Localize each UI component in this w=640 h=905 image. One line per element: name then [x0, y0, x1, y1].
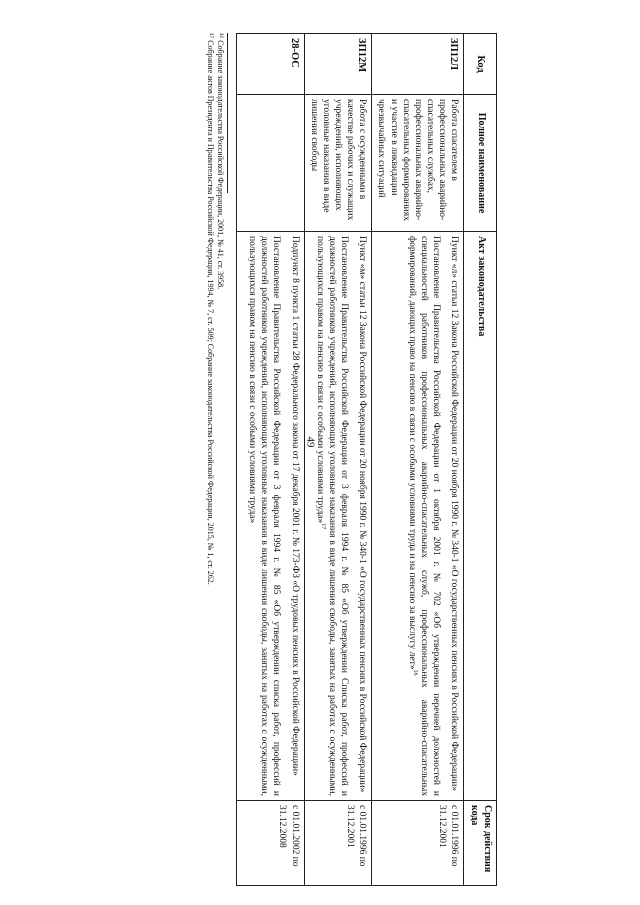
row-act [236, 232, 304, 801]
row-name: Работа с осужденными в качестве рабочих и служащих учреждений, исполняющих уголовные наказания в виде лишения свободы [304, 95, 372, 232]
header-code: Код [464, 34, 497, 95]
act-paragraph: Постановление Правительства Российской Федерации от 3 февраля 1994 г. № 85 «Об утверждении списка работ, профессий и должностей работников учреждений, исполняющих уголовные наказания в виде лишения свободы, занятых на работах с осужденными, пользующихся правом на пенсию в связи с особыми условиями труда» [247, 236, 282, 796]
row-code: 28-ОС [236, 34, 304, 95]
row-act [304, 232, 372, 801]
footnote-ref: 17 [320, 523, 326, 530]
footnote-ref: 16 [412, 669, 419, 676]
act-paragraph: Пункт «м» статьи 12 Закона Российской Федерации от 20 ноября 1990 г. № 340-1 «О государственных пенсиях в Российской Федерации» [357, 236, 368, 793]
row-period: с 01.01.2002 по 31.12.2008 [236, 801, 304, 886]
header-act: Акт законодательства [464, 232, 497, 801]
row-name [236, 95, 304, 232]
table-header-row [464, 34, 497, 886]
rotated-sheet [92, 33, 497, 873]
row-period: с 01.01.1996 по 31.12.2001 [372, 801, 464, 886]
legislation-codes-table [236, 33, 497, 886]
act-text: Постановление Правительства Российской Федерации от 3 февраля 1994 г. № 85 «Об утверждении Списка работ, профессий и должностей работников учреждений, исполняющих уголовные наказания в виде лишения свободы, занятых на работах с осужденными, пользующихся правом на пенсию в связи с особыми условиями труда» [314, 236, 350, 796]
row-period: с 01.01.1996 по 31.12.2001 [304, 801, 372, 886]
row-act [372, 232, 464, 801]
page-number: 49 [304, 436, 317, 448]
table-row [304, 34, 372, 886]
header-name: Полное наименование [464, 95, 497, 232]
footnote: ¹⁶ Собрание законодательства Российской Федерации, 2001, № 41, ст. 3958. [215, 33, 225, 290]
act-text: Постановление Правительства Российской Федерации от 1 октября 2001 г. № 702 «Об утверждении перечней должностей и специальностей работников профессиональных аварийно-спасательных служб, профессиональных аварийно-спасательных формирований, дающих право на пенсию в связи с особыми условиями труда и на пенсию за выслугу лет» [406, 236, 442, 796]
table-row [372, 34, 464, 886]
footnote-divider [227, 33, 228, 193]
header-period: Срок действия кода [464, 801, 497, 886]
table-row [236, 34, 304, 886]
act-paragraph: Подпункт 8 пункта 1 статьи 28 Федерального закона от 17 декабря 2001 г. № 173-ФЗ «О трудовых пенсиях в Российской Федерации» [289, 236, 300, 776]
row-name: Работа спасателем в профессиональных аварийно-спасательных службах, профессиональных аварийно-спасательных формированиях и участие в ликвидации чрезвычайных ситуаций [372, 95, 464, 232]
row-code: ЗП12М [304, 34, 372, 95]
act-paragraph: Пункт «л» статьи 12 Закона Российской Федерации от 20 ноября 1990 г. № 340-1 «О государственных пенсиях в Российской Федерации» [449, 236, 460, 792]
row-code: ЗП12Л [372, 34, 464, 95]
act-paragraph [314, 236, 350, 796]
act-paragraph [406, 236, 442, 796]
footnote: ¹⁷ Собрание актов Президента и Правительства Российской Федерации, 1994, № 7, ст. 509; Собрание законодательства Российской Федерации, 2015, № 1, ст. 262. [205, 33, 215, 585]
